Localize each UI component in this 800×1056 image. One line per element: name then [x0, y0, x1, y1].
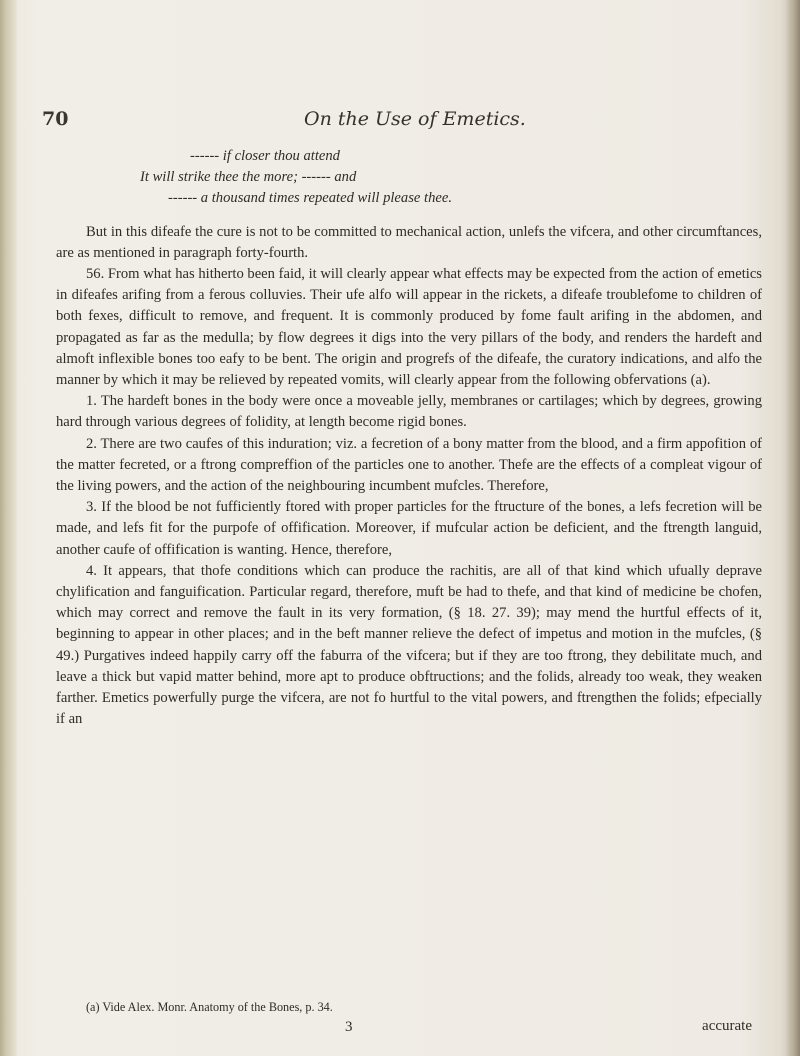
page-header — [42, 108, 762, 140]
running-head: On the Use of Emetics. — [304, 108, 526, 130]
paragraph-5: 3. If the blood be not fufficiently ftored with proper particles for the ftructure of the bones, a lefs fecretion will be made, and lefs fit for the purpofe of offification. Moreover, if mufcular action be deficient, and the ftrength languid, another caufe of offification is wanting. Hence, therefore, — [56, 499, 762, 558]
catchword: accurate — [702, 1018, 752, 1034]
page-edge-shadow — [786, 0, 800, 1056]
paragraph-6: 4. It appears, that thofe conditions which can produce the rachitis, are all of that kind which ufually deprave chylification and fanguification. Particular regard, therefore, muft be had to thefe, and that kind of medicine be chofen, which may correct and remove the fault in its very formation, (§ 18. 27. 39); may mend the hurtful effects of it, beginning to appear in other places; and in the beft manner relieve the defect of impetus and motion in the mufcles, (§ 49.) Purgatives indeed happily carry off the faburra of the vifcera; but if they are too ftrong, they debilitate much, and leave a thick but vapid matter behind, more apt to produce obftructions; and the folids, already too weak, they weaken farther. Emetics powerfully purge the vifcera, are not fo hurtful to the vital powers, and ftrengthen the folids; efpecially if an — [56, 562, 762, 728]
paragraph-3: 1. The hardeft bones in the body were once a moveable jelly, membranes or cartilages; which by degrees, growing hard through various degrees of folidity, at length become rigid bones. — [56, 393, 762, 431]
paragraph-2: 56. From what has hitherto been faid, it will clearly appear what effects may be expected from the action of emetics in difeafes arifing from a ferous colluvies. Their ufe alfo will appear in the rickets, a difeafe troublefome to children of both fexes, difficult to remove, and frequent. It is commonly produced by fome fault arifing in the abdomen, and propagated as far as the medulla; by flow degrees it digs into the very pillars of the body, and renders the hardeft and almoft inflexible bones too eafy to be bent. The origin and progrefs of the difeafe, the curatory indications, and alfo the manner by which it may be relieved by repeated vomits, will clearly appear from the following obfervations (a). — [56, 266, 762, 389]
page-binding-shadow — [0, 0, 18, 1056]
paragraph-4: 2. There are two caufes of this induration; viz. a fecretion of a bony matter from the blood, and a firm appofition of the matter fecreted, or a ftrong compreffion of the particles one to another. Thefe are the effects of a compleat vigour of the living powers, and the action of the neighbouring incumbent mufcles. Therefore, — [56, 435, 762, 495]
quote-line-3: ------ a thousand times repeated will please thee. — [168, 190, 452, 207]
signature-mark: 3 — [345, 1019, 353, 1035]
footnote: (a) Vide Alex. Monr. Anatomy of the Bones, p. 34. — [86, 1000, 333, 1014]
paragraph-1: But in this difeafe the cure is not to be committed to mechanical action, unlefs the vifcera, and other circumftances, are as mentioned in paragraph forty-fourth. — [56, 223, 762, 261]
quote-line-2: It will strike thee the more; ------ and — [140, 169, 357, 186]
page-number: 70 — [42, 108, 69, 130]
quote-line-1: ------ if closer thou attend — [190, 148, 340, 164]
page-body — [56, 146, 762, 730]
